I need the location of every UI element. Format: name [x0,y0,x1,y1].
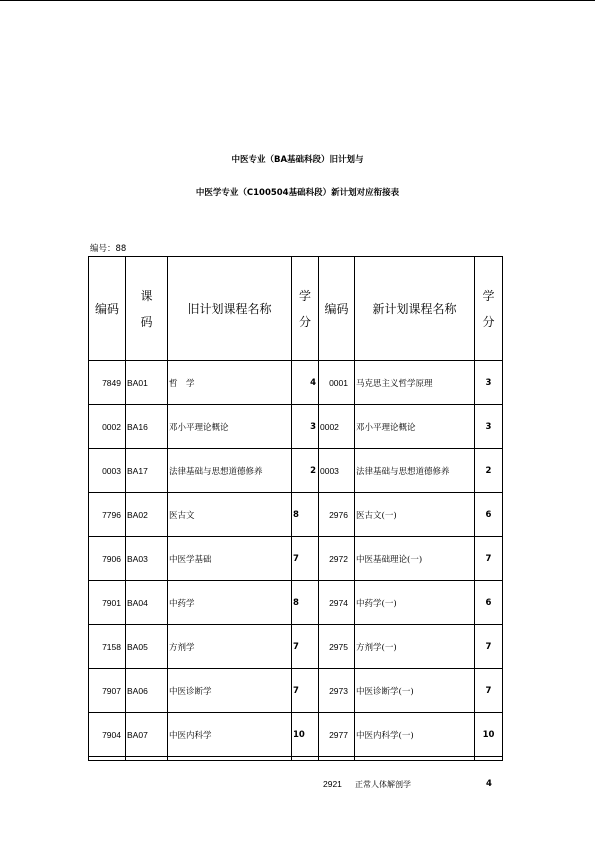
old-credit-cell: 8 [292,493,319,537]
course-code-cell: BA16 [126,405,168,449]
old-code-cell: 0003 [89,449,126,493]
old-code-cell: 7158 [89,625,126,669]
course-code-cell: BA02 [126,493,168,537]
table-header-row [89,257,503,361]
new-code-cell: 2972 [319,537,355,581]
new-credit-cell: 3 [475,361,503,405]
new-credit-cell: 6 [475,581,503,625]
top-rule [0,0,595,1]
old-name-cell: 医古文 [168,493,292,537]
table-row [89,625,503,669]
table-row [89,669,503,713]
header-old-name: 旧计划课程名称 [168,257,292,361]
new-name-cell: 法律基础与思想道德修养 [355,449,475,493]
header-new-credit-line1: 学 [482,288,495,303]
new-credit-cell: 7 [475,537,503,581]
new-name-cell: 中药学(一) [355,581,475,625]
old-code-cell: 7906 [89,537,126,581]
header-old-credit-line2: 分 [298,314,311,329]
old-code-cell: 7849 [89,361,126,405]
old-code-cell: 7796 [89,493,126,537]
course-code-cell: BA05 [126,625,168,669]
table-row [89,713,503,757]
new-name-cell: 中医基础理论(一) [355,537,475,581]
new-name-cell: 医古文(一) [355,493,475,537]
table-end-rule [89,757,503,761]
header-old-credit [292,257,319,361]
new-code-cell: 2977 [319,713,355,757]
old-name-cell: 中医诊断学 [168,669,292,713]
old-credit-cell: 4 [292,361,319,405]
header-new-name: 新计划课程名称 [355,257,475,361]
table-row [89,405,503,449]
old-code-cell: 0002 [89,405,126,449]
new-code-cell: 0002 [319,405,355,449]
old-code-cell: 7901 [89,581,126,625]
new-code-cell: 2974 [319,581,355,625]
course-code-cell: BA04 [126,581,168,625]
extra-new-code: 2921 [323,779,342,789]
new-name-cell: 方剂学(一) [355,625,475,669]
header-new-credit [475,257,503,361]
old-credit-cell: 7 [292,625,319,669]
header-new-code: 编码 [319,257,355,361]
new-name-cell: 中医内科学(一) [355,713,475,757]
new-name-cell: 马克思主义哲学原理 [355,361,475,405]
old-name-cell: 中医内科学 [168,713,292,757]
old-code-cell: 7904 [89,713,126,757]
old-credit-cell: 10 [292,713,319,757]
new-credit-cell: 10 [475,713,503,757]
course-code-cell: BA03 [126,537,168,581]
new-code-cell: 0001 [319,361,355,405]
new-credit-cell: 2 [475,449,503,493]
course-code-cell: BA01 [126,361,168,405]
header-old-course-code [126,257,168,361]
course-code-cell: BA17 [126,449,168,493]
document-title-line-1: 中医专业（BA基础科段）旧计划与 [231,155,364,165]
old-credit-cell: 8 [292,581,319,625]
old-credit-cell: 7 [292,537,319,581]
header-old-course-code-line2: 码 [140,314,153,329]
new-name-cell: 中医诊断学(一) [355,669,475,713]
new-code-cell: 2973 [319,669,355,713]
new-code-cell: 2976 [319,493,355,537]
old-name-cell: 中药学 [168,581,292,625]
document-number: 编号：88 [90,244,127,254]
table-row [89,581,503,625]
new-credit-cell: 7 [475,625,503,669]
old-name-cell: 哲 学 [168,361,292,405]
old-credit-cell: 3 [292,405,319,449]
old-name-cell: 法律基础与思想道德修养 [168,449,292,493]
new-credit-cell: 7 [475,669,503,713]
table-row [89,537,503,581]
table-row [89,361,503,405]
old-name-cell: 方剂学 [168,625,292,669]
extra-new-name: 正常人体解剖学 [355,780,411,789]
extra-new-credit: 4 [486,779,492,789]
table-row [89,493,503,537]
header-new-credit-line2: 分 [482,314,495,329]
course-code-cell: BA07 [126,713,168,757]
old-credit-cell: 7 [292,669,319,713]
old-name-cell: 邓小平理论概论 [168,405,292,449]
new-code-cell: 0003 [319,449,355,493]
header-old-credit-line1: 学 [298,288,311,303]
course-mapping-table [88,256,503,761]
new-credit-cell: 3 [475,405,503,449]
document-title-line-2: 中医学专业（C100504基础科段）新计划对应衔接表 [195,188,400,198]
table-row [89,449,503,493]
header-old-code: 编码 [89,257,126,361]
new-code-cell: 2975 [319,625,355,669]
new-name-cell: 邓小平理论概论 [355,405,475,449]
old-code-cell: 7907 [89,669,126,713]
header-old-course-code-line1: 课 [140,288,153,303]
old-name-cell: 中医学基础 [168,537,292,581]
course-code-cell: BA06 [126,669,168,713]
new-credit-cell: 6 [475,493,503,537]
old-credit-cell: 2 [292,449,319,493]
